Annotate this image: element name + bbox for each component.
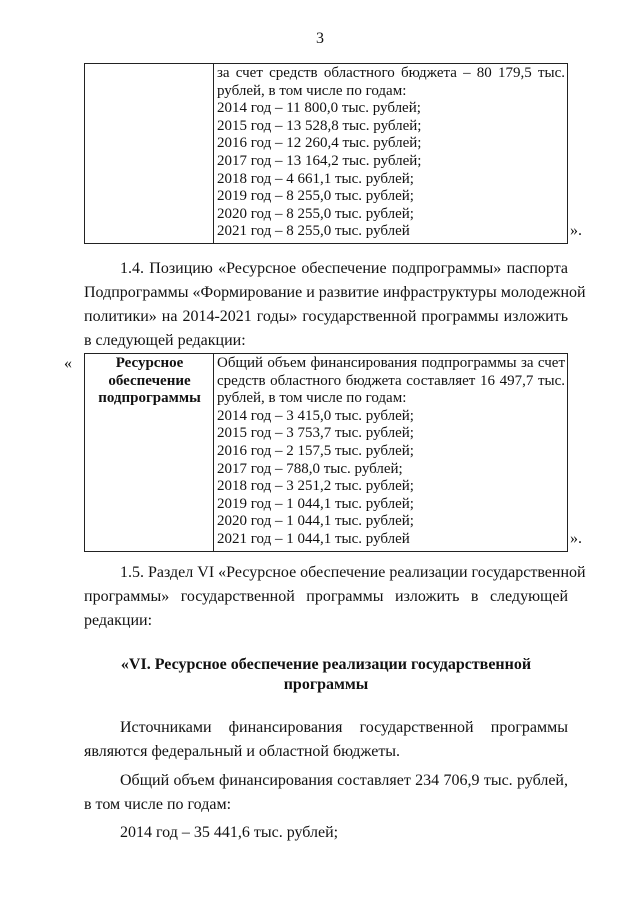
funding-line: за счет средств областного бюджета – 80 179,5 тыс. [217, 65, 565, 81]
empty-label-cell [85, 64, 214, 244]
label-line: подпрограммы [98, 390, 201, 407]
page-number: 3 [316, 30, 324, 47]
resource-provision-label-cell [85, 354, 214, 552]
section-heading-line: «VI. Ресурсное обеспечение реализации государственной [120, 656, 532, 673]
total-funding-line: Общий объем финансирования составляет 234 706,9 тыс. рублей, [120, 772, 568, 789]
paragraph-1-5-line: программы» государственной программы изложить в следующей [84, 588, 568, 605]
paragraph-1-4-line: 1.4. Позицию «Ресурсное обеспечение подпрограммы» паспорта [120, 260, 568, 277]
table2-closing-quote: ». [570, 530, 582, 547]
total-funding-line: в том числе по годам: [84, 796, 232, 813]
funding-line: 2020 год – 8 255,0 тыс. рублей; [217, 205, 414, 222]
paragraph-1-4-line: политики» на 2014-2021 годы» государственной программы изложить [84, 308, 568, 325]
funding-line: 2019 год – 1 044,1 тыс. рублей; [217, 495, 414, 512]
funding-line: 2021 год – 1 044,1 тыс. рублей [217, 530, 410, 547]
funding-line: 2020 год – 1 044,1 тыс. рублей; [217, 513, 414, 530]
funding-line: рублей, в том числе по годам: [217, 82, 407, 99]
resource-provision-details-cell [214, 354, 568, 552]
funding-line: 2016 год – 2 157,5 тыс. рублей; [217, 442, 414, 459]
sources-line: являются федеральный и областной бюджеты. [84, 743, 401, 760]
sources-line: Источниками финансирования государственной программы [120, 719, 568, 736]
funding-line: 2021 год – 8 255,0 тыс. рублей [217, 223, 410, 240]
label-line: обеспечение [108, 372, 191, 389]
paragraph-1-4-line: Подпрограммы «Формирование и развитие инфраструктуры молодежной [84, 284, 586, 301]
funding-line: 2018 год – 3 251,2 тыс. рублей; [217, 478, 414, 495]
funding-line: 2016 год – 12 260,4 тыс. рублей; [217, 135, 422, 152]
paragraph-1-5-line: 1.5. Раздел VI «Ресурсное обеспечение реализации государственной [120, 564, 586, 581]
section-heading-line: программы [283, 676, 369, 693]
funding-details-cell [214, 64, 568, 244]
funding-line: 2017 год – 788,0 тыс. рублей; [217, 460, 403, 477]
funding-line: 2014 год – 11 800,0 тыс. рублей; [217, 100, 421, 117]
funding-line: Общий объем финансирования подпрограммы за счет [217, 355, 565, 371]
funding-line: 2015 год – 13 528,8 тыс. рублей; [217, 117, 422, 134]
paragraph-1-5-line: редакции: [84, 612, 153, 629]
table2-opening-quote: « [64, 355, 72, 372]
funding-line: 2019 год – 8 255,0 тыс. рублей; [217, 188, 414, 205]
resource-provision-table [84, 353, 568, 552]
table1-closing-quote: ». [570, 222, 582, 239]
year-2014-line: 2014 год – 35 441,6 тыс. рублей; [120, 824, 339, 841]
paragraph-1-4-line: в следующей редакции: [84, 332, 246, 349]
label-line: Ресурсное [115, 355, 184, 371]
funding-line: 2014 год – 3 415,0 тыс. рублей; [217, 407, 414, 424]
funding-line: средств областного бюджета составляет 16 497,7 тыс. [217, 372, 565, 389]
funding-table-continuation [84, 63, 568, 244]
funding-line: 2018 год – 4 661,1 тыс. рублей; [217, 170, 414, 187]
funding-line: рублей, в том числе по годам: [217, 390, 407, 407]
funding-line: 2015 год – 3 753,7 тыс. рублей; [217, 425, 414, 442]
funding-line: 2017 год – 13 164,2 тыс. рублей; [217, 152, 422, 169]
